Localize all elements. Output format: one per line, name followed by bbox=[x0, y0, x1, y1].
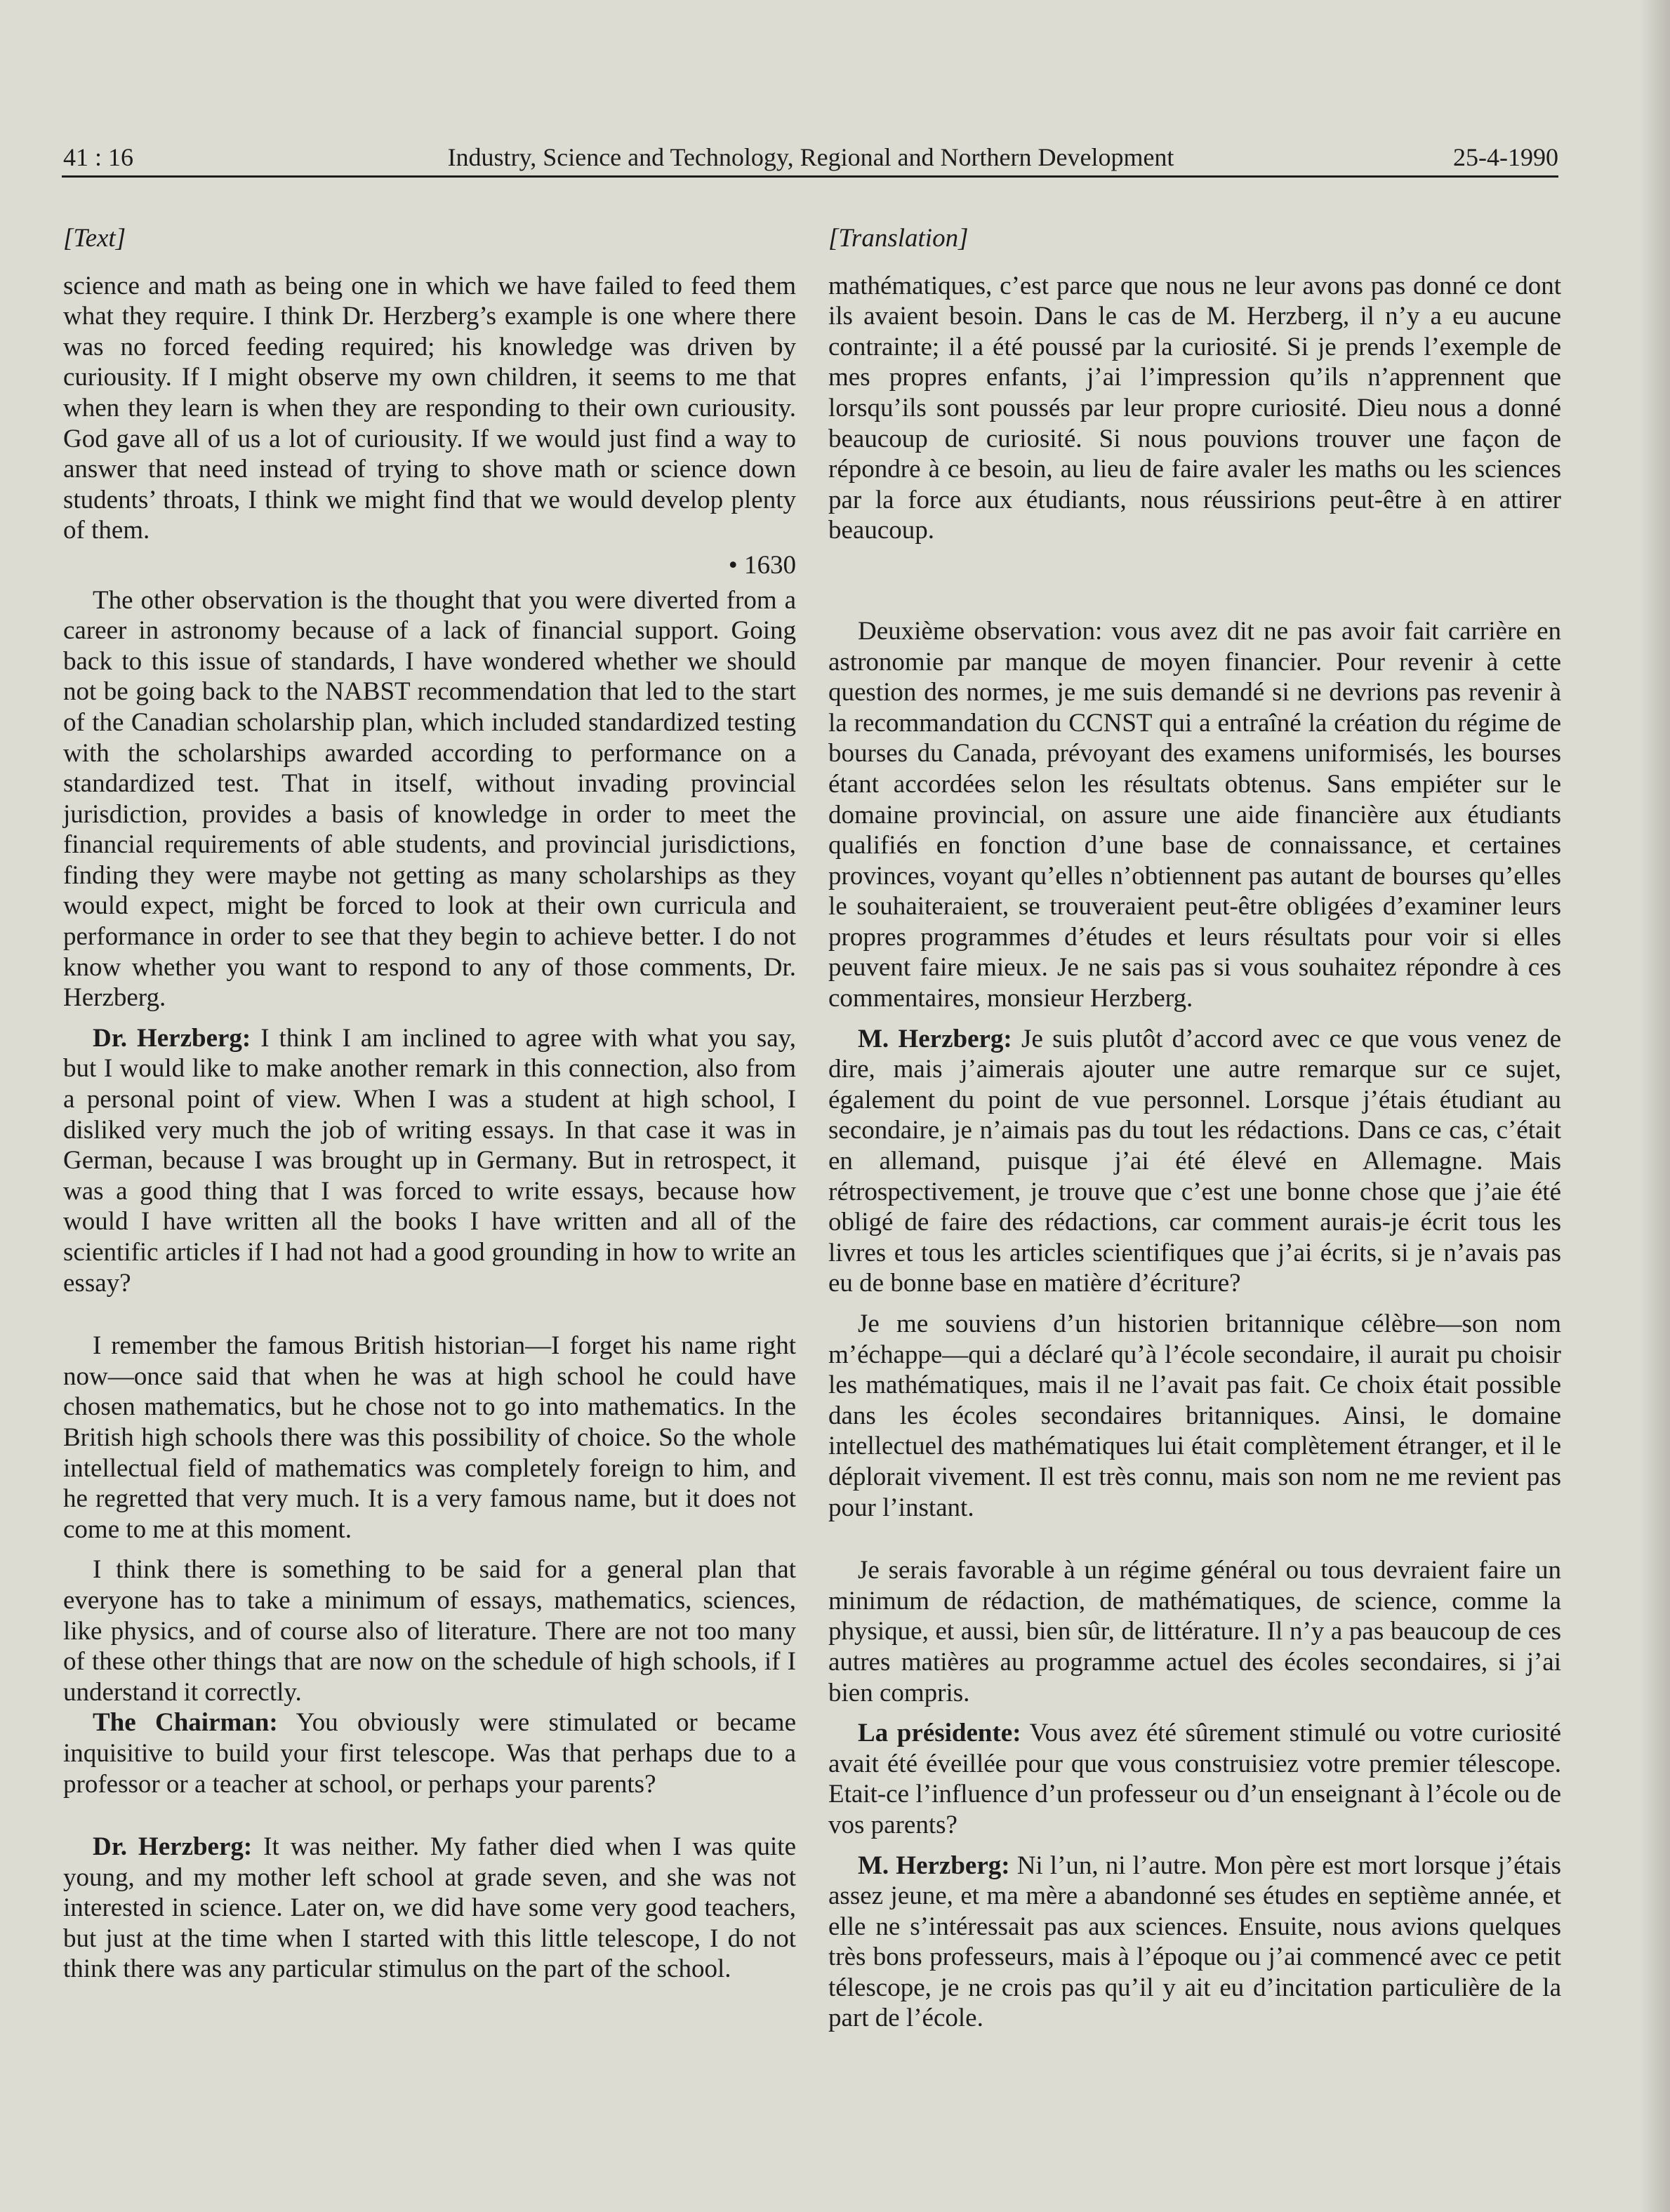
speaker-name: La présidente: bbox=[858, 1719, 1021, 1748]
committee-title: Industry, Science and Technology, Regional and Northern Development bbox=[447, 143, 1174, 171]
paragraph bbox=[828, 1024, 1561, 1299]
header-rule bbox=[62, 175, 1558, 178]
speaker-name: M. Herzberg: bbox=[858, 1851, 1010, 1880]
paragraph bbox=[63, 1023, 796, 1298]
paragraph: I think there is something to be said for a general plan that everyone has to take a minimum of essays, mathematics, sciences, like physics, and of course also of literature. There are not too many of these other things that are now on the schedule of high schools, if I understand it correctly. bbox=[63, 1555, 796, 1707]
speech-text: It was neither. My father died when I was quite young, and my mother left school at grade seven, and she was not interested in science. Later on, we did have some very good teachers, but just at the time when I started with this little telescope, I do not think there was any particular stimulus on the part of the school. bbox=[63, 1832, 796, 1984]
column-label-translation: [Translation] bbox=[828, 224, 969, 253]
speech-text: Ni l’un, ni l’autre. Mon père est mort lorsque j’étais assez jeune, et ma mère a abandonné ses études en septième année, et elle ne s’intéressait pas aux sciences. Ensuite, nous avions quelques très bons professeurs, mais à l’époque ou j’ai commencé avec ce petit télescope, je ne crois pas qu’il y ait eu d’incitation particulière de la part de l’école. bbox=[828, 1851, 1561, 2033]
column-label-text: [Text] bbox=[63, 224, 126, 253]
french-column bbox=[828, 223, 1561, 2034]
speech-text: Je suis plutôt d’accord avec ce que vous venez de dire, mais j’aimerais ajouter une autre remarque sur ce sujet, également du point de vue personnel. Lorsque j’étais étudiant au secondaire, je n’aimais pas du tout les rédactions. Dans ce cas, c’était en allemand, puisque j’ai été élevé en Allemagne. Mais rétrospectivement, je trouve que c’est une bonne chose que j’aie été obligé de faire des rédactions, car comment aurais-je écrit tous les livres et tous les articles scientifiques que j’ai écrits, si je n’avais pas eu de bonne base en matière d’écriture? bbox=[828, 1024, 1561, 1298]
paragraph: I remember the famous British historian—I forget his name right now—once said that when he was at high school he could have chosen mathematics, but he chose not to go into mathematics. In the British high schools there was this possibility of choice. So the whole intellectual field of mathematics was completely foreign to him, and he regretted that very much. It is a very famous name, but it does not come to me at this moment. bbox=[63, 1331, 796, 1544]
speaker-name: Dr. Herzberg: bbox=[93, 1023, 251, 1053]
speech-text: I think I am inclined to agree with what you say, but I would like to make another remark in this connection, also from a personal point of view. When I was a student at high school, I disliked very much the job of writing essays. In that case it was in German, because I was brought up in Germany. But in retrospect, it was a good thing that I was forced to write essays, because how would I have written all the books I have written and all of the scientific articles if I had not had a good grounding in how to write an essay? bbox=[63, 1023, 797, 1298]
speech-text: Vous avez été sûrement stimulé ou votre curiosité avait été éveillée pour que vous construisiez votre premier télescope. Etait-ce l’influence d’un professeur ou d’un enseignant à l’école ou de vos parents? bbox=[828, 1719, 1561, 1839]
paragraph bbox=[828, 1851, 1561, 2034]
english-column bbox=[63, 223, 796, 1985]
paragraph: Deuxième observation: vous avez dit ne pas avoir fait carrière en astronomie par manque de moyen financier. Pour revenir à cette question des normes, je me suis demandé si ne devrions pas revenir à la recommandation du CCNST qui a entraîné la création du régime de bourses du Canada, prévoyant des examens uniformisés, les bourses étant accordées selon les résultats obtenus. Sans empiéter sur le domaine provincial, on assure une aide financière aux étudiants qualifiés en fonction d’une base de connaissance, et certaines provinces, voyant qu’elles n’obtiennent pas autant de bourses qu’elles le souhaiteraient, se trouveraient peut-être obligées d’examiner leurs propres programmes d’études et leurs résultats pour voir si elles peuvent faire mieux. Je ne sais pas si vous souhaitez répondre à ces commentaires, monsieur Herzberg. bbox=[828, 616, 1561, 1013]
paragraph bbox=[63, 1832, 796, 1985]
paragraph: The other observation is the thought that you were diverted from a career in astronomy because of a lack of financial support. Going back to this issue of standards, I have wondered whether we should not be going back to the NABST recommendation that led to the start of the Canadian scholarship plan, which included standardized testing with the scholarships awarded according to performance on a standardized test. That in itself, without invading provincial jurisdiction, provides a basis of knowledge in order to meet the financial requirements of able students, and provincial jurisdictions, finding they were maybe not getting as many scholarships as they would expect, might be forced to look at their own curricula and performance in order to see that they begin to achieve better. I do not know whether you want to respond to any of those comments, Dr. Herzberg. bbox=[63, 585, 796, 1013]
paragraph: science and math as being one in which we have failed to feed them what they require. I think Dr. Herzberg’s example is one where there was no forced feeding required; his knowledge was driven by curiousity. If I might observe my own children, it seems to me that when they learn is when they are responding to their own curiousity. God gave all of us a lot of curiousity. If we would just find a way to answer that need instead of trying to shove math or science down students’ throats, I think we might find that we would develop plenty of them. bbox=[63, 271, 796, 545]
page-number: 41 : 16 bbox=[63, 143, 134, 171]
page-edge-shadow bbox=[1639, 0, 1670, 2212]
paragraph bbox=[828, 1718, 1561, 1840]
speaker-name: The Chairman: bbox=[93, 1708, 278, 1738]
time-marker: • 1630 bbox=[728, 550, 796, 580]
paragraph bbox=[63, 1707, 796, 1799]
paragraph: Je me souviens d’un historien britannique célèbre—son nom m’échappe—qui a déclaré qu’à l’école secondaire, il aurait pu choisir les mathématiques, mais il ne l’avait pas fait. Ce choix était possible dans les écoles secondaires britanniques. Ainsi, le domaine intellectuel des mathématiques lui était complètement étranger, et il le déplorait vivement. Il est très connu, mais son nom ne me revient pas pour l’instant. bbox=[828, 1310, 1561, 1522]
speaker-name: M. Herzberg: bbox=[858, 1024, 1012, 1053]
paragraph: Je serais favorable à un régime général ou tous devraient faire un minimum de rédaction, de mathématiques, de science, comme la physique, et aussi, bien sûr, de littérature. Il n’y a pas beaucoup de ces autres matières au programme actuel des écoles secondaires, si j’ai bien compris. bbox=[828, 1556, 1561, 1707]
paragraph: mathématiques, c’est parce que nous ne leur avons pas donné ce dont ils avaient besoin. Dans le cas de M. Herzberg, il n’y a eu aucune contrainte; il a été poussé par la curiosité. Si je prends l’exemple de mes propres enfants, j’ai l’impression qu’ils n’apprennent que lorsqu’ils sont poussés par leur propre curiosité. Dieu nous a donné beaucoup de curiosité. Si nous pouvions trouver une façon de répondre à ce besoin, au lieu de faire avaler les maths ou les sciences par la force aux étudiants, nous réussirions peut-être à en attirer beaucoup. bbox=[828, 271, 1561, 545]
running-header bbox=[63, 142, 1558, 178]
meeting-date: 25-4-1990 bbox=[1453, 143, 1558, 171]
speaker-name: Dr. Herzberg: bbox=[93, 1832, 253, 1862]
speech-text: You obviously were stimulated or became inquisitive to build your first telescope. Was that perhaps due to a professor or a teacher at school, or perhaps your parents? bbox=[63, 1708, 797, 1799]
